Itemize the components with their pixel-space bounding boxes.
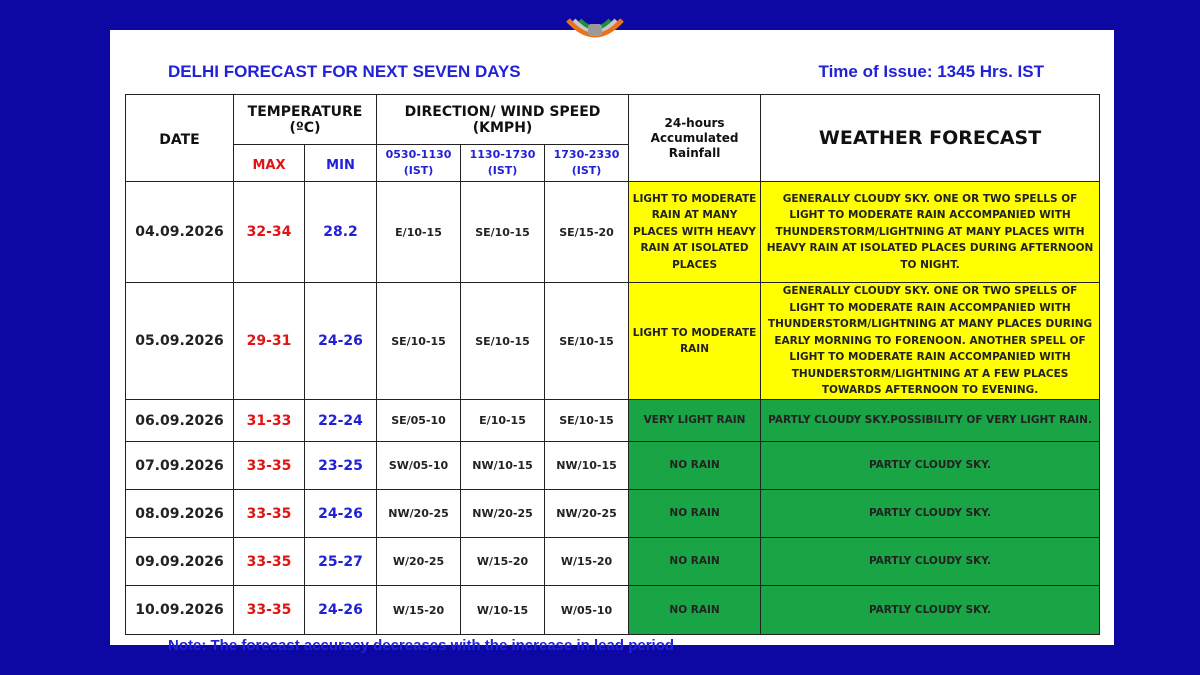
forecast-cell: PARTLY CLOUDY SKY.POSSIBILITY OF VERY LIGHT RAIN. (761, 400, 1100, 442)
header-date: DATE (126, 95, 234, 182)
min-temp-cell: 23-25 (305, 442, 377, 490)
wind-cell: SW/05-10 (377, 442, 461, 490)
issue-time: Time of Issue: 1345 Hrs. IST (818, 62, 1044, 81)
tricolor-emblem-icon (562, 16, 628, 48)
date-cell: 09.09.2026 (126, 538, 234, 586)
rainfall-cell: NO RAIN (629, 442, 761, 490)
wind-cell: W/10-15 (461, 586, 545, 635)
wind-cell: W/15-20 (377, 586, 461, 635)
table-row (126, 538, 1100, 586)
wind-cell: NW/20-25 (377, 490, 461, 538)
wind-cell: NW/20-25 (461, 490, 545, 538)
forecast-table (125, 94, 1100, 635)
table-row (126, 442, 1100, 490)
rainfall-cell: LIGHT TO MODERATE RAIN (629, 283, 761, 400)
header-max: MAX (234, 145, 305, 182)
rainfall-cell: VERY LIGHT RAIN (629, 400, 761, 442)
wind-cell: E/10-15 (377, 182, 461, 283)
header-time-2: 1130-1730 (IST) (461, 145, 545, 182)
forecast-cell: PARTLY CLOUDY SKY. (761, 442, 1100, 490)
table-row (126, 283, 1100, 400)
min-temp-cell: 22-24 (305, 400, 377, 442)
table-row (126, 586, 1100, 635)
max-temp-cell: 33-35 (234, 586, 305, 635)
wind-cell: W/15-20 (461, 538, 545, 586)
wind-cell: W/05-10 (545, 586, 629, 635)
header-temperature: TEMPERATURE (ºC) (234, 95, 377, 145)
min-temp-cell: 25-27 (305, 538, 377, 586)
date-cell: 08.09.2026 (126, 490, 234, 538)
max-temp-cell: 29-31 (234, 283, 305, 400)
header-weather-forecast: WEATHER FORECAST (761, 95, 1100, 182)
max-temp-cell: 31-33 (234, 400, 305, 442)
forecast-cell: GENERALLY CLOUDY SKY. ONE OR TWO SPELLS OF LIGHT TO MODERATE RAIN ACCOMPANIED WITH THUNDERSTORM/LIGHTNING AT MANY PLACES DURING EARLY MORNING TO FORENOON. ANOTHER SPELL OF LIGHT TO MODERATE RAIN ACCOMPANIED WITH THUNDERSTORM/LIGHTNING AT A FEW PLACES TOWARDS AFTERNOON TO EVENING. (761, 283, 1100, 400)
table-row (126, 400, 1100, 442)
forecast-cell: PARTLY CLOUDY SKY. (761, 490, 1100, 538)
header-rainfall: 24-hours Accumulated Rainfall (629, 95, 761, 182)
wind-cell: SE/10-15 (461, 182, 545, 283)
wind-cell: SE/10-15 (545, 400, 629, 442)
date-cell: 07.09.2026 (126, 442, 234, 490)
max-temp-cell: 33-35 (234, 538, 305, 586)
max-temp-cell: 33-35 (234, 490, 305, 538)
header-wind: DIRECTION/ WIND SPEED (KMPH) (377, 95, 629, 145)
forecast-cell: PARTLY CLOUDY SKY. (761, 538, 1100, 586)
rainfall-cell: NO RAIN (629, 538, 761, 586)
wind-cell: SE/10-15 (377, 283, 461, 400)
date-cell: 05.09.2026 (126, 283, 234, 400)
forecast-cell: GENERALLY CLOUDY SKY. ONE OR TWO SPELLS OF LIGHT TO MODERATE RAIN ACCOMPANIED WITH THUNDERSTORM/LIGHTNING AT MANY PLACES WITH HEAVY RAIN AT ISOLATED PLACES DURING AFTERNOON TO NIGHT. (761, 182, 1100, 283)
header-time-3: 1730-2330 (IST) (545, 145, 629, 182)
wind-cell: SE/10-15 (545, 283, 629, 400)
page-title: DELHI FORECAST FOR NEXT SEVEN DAYS (168, 62, 521, 81)
rainfall-cell: NO RAIN (629, 490, 761, 538)
max-temp-cell: 32-34 (234, 182, 305, 283)
header-min: MIN (305, 145, 377, 182)
date-cell: 10.09.2026 (126, 586, 234, 635)
min-temp-cell: 24-26 (305, 586, 377, 635)
table-row (126, 490, 1100, 538)
wind-cell: SE/15-20 (545, 182, 629, 283)
footer-note: Note: The forecast accuracy decreases with the increase in lead period (168, 637, 675, 654)
wind-cell: E/10-15 (461, 400, 545, 442)
wind-cell: NW/10-15 (545, 442, 629, 490)
wind-cell: NW/20-25 (545, 490, 629, 538)
header-time-1: 0530-1130 (IST) (377, 145, 461, 182)
min-temp-cell: 28.2 (305, 182, 377, 283)
min-temp-cell: 24-26 (305, 283, 377, 400)
date-cell: 04.09.2026 (126, 182, 234, 283)
forecast-cell: PARTLY CLOUDY SKY. (761, 586, 1100, 635)
wind-cell: W/20-25 (377, 538, 461, 586)
date-cell: 06.09.2026 (126, 400, 234, 442)
rainfall-cell: NO RAIN (629, 586, 761, 635)
wind-cell: W/15-20 (545, 538, 629, 586)
min-temp-cell: 24-26 (305, 490, 377, 538)
max-temp-cell: 33-35 (234, 442, 305, 490)
table-row (126, 182, 1100, 283)
wind-cell: NW/10-15 (461, 442, 545, 490)
rainfall-cell: LIGHT TO MODERATE RAIN AT MANY PLACES WITH HEAVY RAIN AT ISOLATED PLACES (629, 182, 761, 283)
wind-cell: SE/10-15 (461, 283, 545, 400)
forecast-sheet (110, 30, 1114, 654)
wind-cell: SE/05-10 (377, 400, 461, 442)
